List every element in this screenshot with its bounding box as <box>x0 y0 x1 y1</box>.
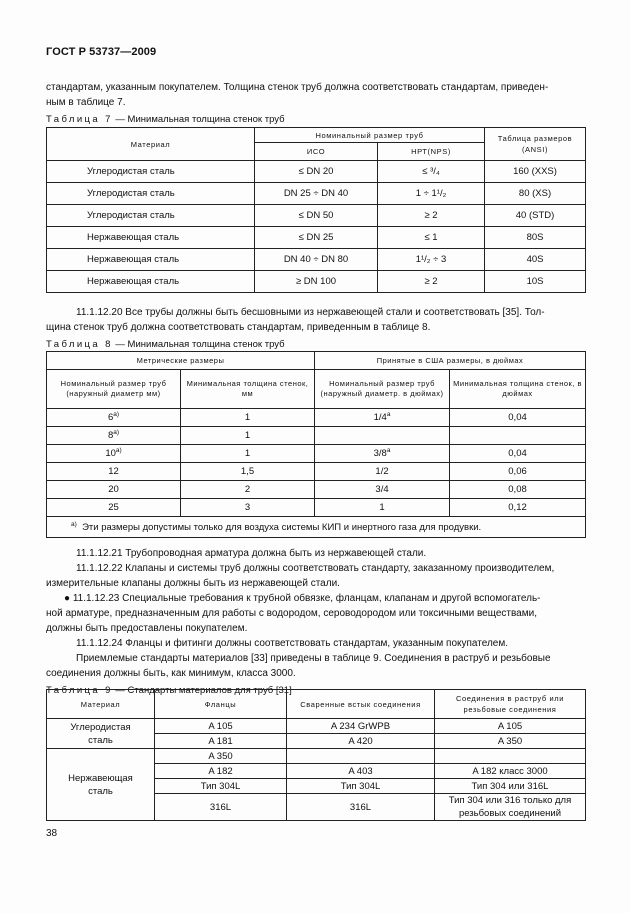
t8-cell-diameter: 10$^{a)}$ <box>47 445 181 463</box>
t8-header-us: Принятые в США размеры, в дюймах <box>315 352 586 370</box>
t9-cell-stainless-steel: Нержавеющая сталь <box>47 749 155 821</box>
table-row <box>47 749 586 764</box>
t8-cell-thickness-inch: 0,12 <box>450 499 586 517</box>
table-row <box>47 205 586 227</box>
t7-cell-material: Нержавеющая сталь <box>47 271 255 293</box>
table8-caption <box>46 339 285 350</box>
t9-cell-welded <box>287 749 435 764</box>
table-row <box>47 499 586 517</box>
table-9 <box>46 689 586 821</box>
table-8 <box>46 351 586 538</box>
t7-cell-material: Углеродистая сталь <box>47 161 255 183</box>
t8-cell-inch: 1/2 <box>315 463 450 481</box>
t9-cell-flange: A 350 <box>155 749 287 764</box>
t9-cell-socket <box>435 749 586 764</box>
table8-caption-prefix: Таблица 8 <box>46 339 113 350</box>
t8-header-col3: Номинальный размер труб (наружный диаметр. в дюймах) <box>315 370 450 409</box>
t8-cell-inch: 3/8$^a$ <box>315 445 450 463</box>
t8-cell-thickness: 1,5 <box>181 463 315 481</box>
t7-cell-iso: ≤ DN 25 <box>255 227 378 249</box>
t8-header-col2: Минимальная толщина стенок, мм <box>181 370 315 409</box>
para-24: 11.1.12.24 Фланцы и фитинги должны соответствовать стандартам, указанным покупателем. <box>76 638 508 649</box>
table-row <box>47 409 586 427</box>
t7-cell-nps: ≤ ³/₄ <box>378 161 485 183</box>
t9-header-material: Материал <box>47 690 155 719</box>
para-23-line-3: должны быть предоставлены покупателем. <box>46 623 248 634</box>
t7-header-iso: ИСО <box>255 143 378 161</box>
t7-cell-nps: ≥ 2 <box>378 205 485 227</box>
t8-cell-thickness: 2 <box>181 481 315 499</box>
table8-caption-text: — Минимальная толщина стенок труб <box>112 339 285 350</box>
table9-caption-prefix: Таблица 9 <box>46 685 113 696</box>
t7-cell-iso: DN 25 ÷ DN 40 <box>255 183 378 205</box>
t8-cell-thickness-inch: 0,04 <box>450 445 586 463</box>
t8-header-metric: Метрические размеры <box>47 352 315 370</box>
t9-cell-welded: A 234 GrWPB <box>287 719 435 734</box>
t8-cell-diameter: 6$^{a)}$ <box>47 409 181 427</box>
para-23-line-2: ной арматуре, предназначенным для работы с водородом, сероводородом или токсичными веществами, <box>46 608 537 619</box>
t9-cell-flange: A 181 <box>155 734 287 749</box>
t9-cell-flange: A 105 <box>155 719 287 734</box>
t7-cell-ansi: 80 (XS) <box>485 183 586 205</box>
t7-cell-ansi: 80S <box>485 227 586 249</box>
t8-header-col1: Номинальный размер труб (наружный диаметр мм) <box>47 370 181 409</box>
table9-caption-text: — Стандарты материалов для труб [31] <box>112 685 292 696</box>
table-row <box>47 719 586 734</box>
t7-cell-iso: DN 40 ÷ DN 80 <box>255 249 378 271</box>
table7-caption <box>46 114 285 125</box>
intro-line-1: стандартам, указанным покупателем. Толщина стенок труб должна соответствовать стандартам, приведен- <box>46 82 549 93</box>
t7-cell-material: Нержавеющая сталь <box>47 227 255 249</box>
t9-cell-socket: A 182 класс 3000 <box>435 764 586 779</box>
table-row <box>47 463 586 481</box>
t9-cell-welded: Тип 304L <box>287 779 435 794</box>
t7-cell-iso: ≥ DN 100 <box>255 271 378 293</box>
table-7 <box>46 127 586 293</box>
t8-cell-diameter: 12 <box>47 463 181 481</box>
t7-header-ansi: Таблица размеров (ANSI) <box>485 128 586 161</box>
t8-cell-thickness-inch: 0,06 <box>450 463 586 481</box>
t9-cell-welded: A 403 <box>287 764 435 779</box>
t8-footnote: $^{a)}$ Эти размеры допустимы только для воздуха системы КИП и инертного газа для продувки. <box>47 517 586 538</box>
t8-cell-thickness-inch: 0,08 <box>450 481 586 499</box>
t9-cell-carbon-steel: Углеродистая сталь <box>47 719 155 749</box>
t7-cell-iso: ≤ DN 20 <box>255 161 378 183</box>
table-row <box>47 183 586 205</box>
para-23-line-1: ● 11.1.12.23 Специальные требования к трубной обвязке, фланцам, клапанам и другой вспомогатель- <box>64 593 541 604</box>
t8-header-col4: Минимальная толщина стенок, в дюймах <box>450 370 586 409</box>
document-header: ГОСТ Р 53737—2009 <box>46 46 157 58</box>
page-number: 38 <box>46 828 58 839</box>
t7-cell-iso: ≤ DN 50 <box>255 205 378 227</box>
t9-header-welded: Сваренные встык соединения <box>287 690 435 719</box>
table7-caption-text: — Минимальная толщина стенок труб <box>112 114 285 125</box>
para-22-line-1: 11.1.12.22 Клапаны и системы труб должны соответствовать стандарту, заказанному производителем, <box>76 563 555 574</box>
t8-cell-thickness: 1 <box>181 445 315 463</box>
t9-header-flanges: Фланцы <box>155 690 287 719</box>
table7-caption-prefix: Таблица 7 <box>46 114 113 125</box>
t7-header-nominal: Номинальный размер труб <box>255 128 485 143</box>
table-row <box>47 161 586 183</box>
table-row <box>47 445 586 463</box>
t9-cell-welded: 316L <box>287 794 435 821</box>
t8-cell-diameter: 25 <box>47 499 181 517</box>
table-row <box>47 227 586 249</box>
t8-cell-thickness-inch <box>450 427 586 445</box>
para-21: 11.1.12.21 Трубопроводная арматура должна быть из нержавеющей стали. <box>76 548 427 559</box>
t7-header-material: Материал <box>47 128 255 161</box>
t7-cell-ansi: 160 (XXS) <box>485 161 586 183</box>
para-25-line-2: соединения должны быть, как минимум, класса 3000. <box>46 668 296 679</box>
para-25-line-1: Приемлемые стандарты материалов [33] приведены в таблице 9. Соединения в раструб и резьбовые <box>76 653 551 664</box>
table-row <box>47 271 586 293</box>
t9-cell-flange: A 182 <box>155 764 287 779</box>
t7-cell-nps: ≤ 1 <box>378 227 485 249</box>
table-row <box>47 427 586 445</box>
t9-cell-welded: A 420 <box>287 734 435 749</box>
t9-cell-socket: Тип 304 или 316 только для резьбовых соединений <box>435 794 586 821</box>
t7-cell-material: Углеродистая сталь <box>47 183 255 205</box>
t7-cell-nps: 1¹/₂ ÷ 3 <box>378 249 485 271</box>
para-22-line-2: измерительные клапаны должны быть из нержавеющей стали. <box>46 578 340 589</box>
t8-cell-diameter: 8$^{a)}$ <box>47 427 181 445</box>
para-20-line-1: 11.1.12.20 Все трубы должны быть бесшовными из нержавеющей стали и соответствовать [35]. Тол- <box>76 307 545 318</box>
bullet-icon: ● <box>64 593 71 604</box>
t7-header-nps: НРТ(NPS) <box>378 143 485 161</box>
t8-cell-thickness: 1 <box>181 409 315 427</box>
t9-cell-socket: Тип 304 или 316L <box>435 779 586 794</box>
t9-header-socket: Соединения в раструб или резьбовые соединения <box>435 690 586 719</box>
t8-cell-inch: 3/4 <box>315 481 450 499</box>
t7-cell-material: Углеродистая сталь <box>47 205 255 227</box>
t9-cell-socket: A 350 <box>435 734 586 749</box>
t9-cell-flange: 316L <box>155 794 287 821</box>
t7-cell-material: Нержавеющая сталь <box>47 249 255 271</box>
t7-cell-nps: ≥ 2 <box>378 271 485 293</box>
t8-cell-thickness: 1 <box>181 427 315 445</box>
t7-cell-ansi: 10S <box>485 271 586 293</box>
t7-cell-ansi: 40 (STD) <box>485 205 586 227</box>
intro-line-2: ным в таблице 7. <box>46 97 126 108</box>
t8-cell-inch <box>315 427 450 445</box>
para-20-line-2: щина стенок труб должна соответствовать стандартам, приведенным в таблице 8. <box>46 322 431 333</box>
t8-cell-thickness-inch: 0,04 <box>450 409 586 427</box>
table-row <box>47 249 586 271</box>
t8-cell-diameter: 20 <box>47 481 181 499</box>
t8-cell-inch: 1/4$^a$ <box>315 409 450 427</box>
t7-cell-ansi: 40S <box>485 249 586 271</box>
t9-cell-socket: A 105 <box>435 719 586 734</box>
table-row <box>47 481 586 499</box>
t8-cell-inch: 1 <box>315 499 450 517</box>
t8-cell-thickness: 3 <box>181 499 315 517</box>
t7-cell-nps: 1 ÷ 1¹/₂ <box>378 183 485 205</box>
t9-cell-flange: Тип 304L <box>155 779 287 794</box>
